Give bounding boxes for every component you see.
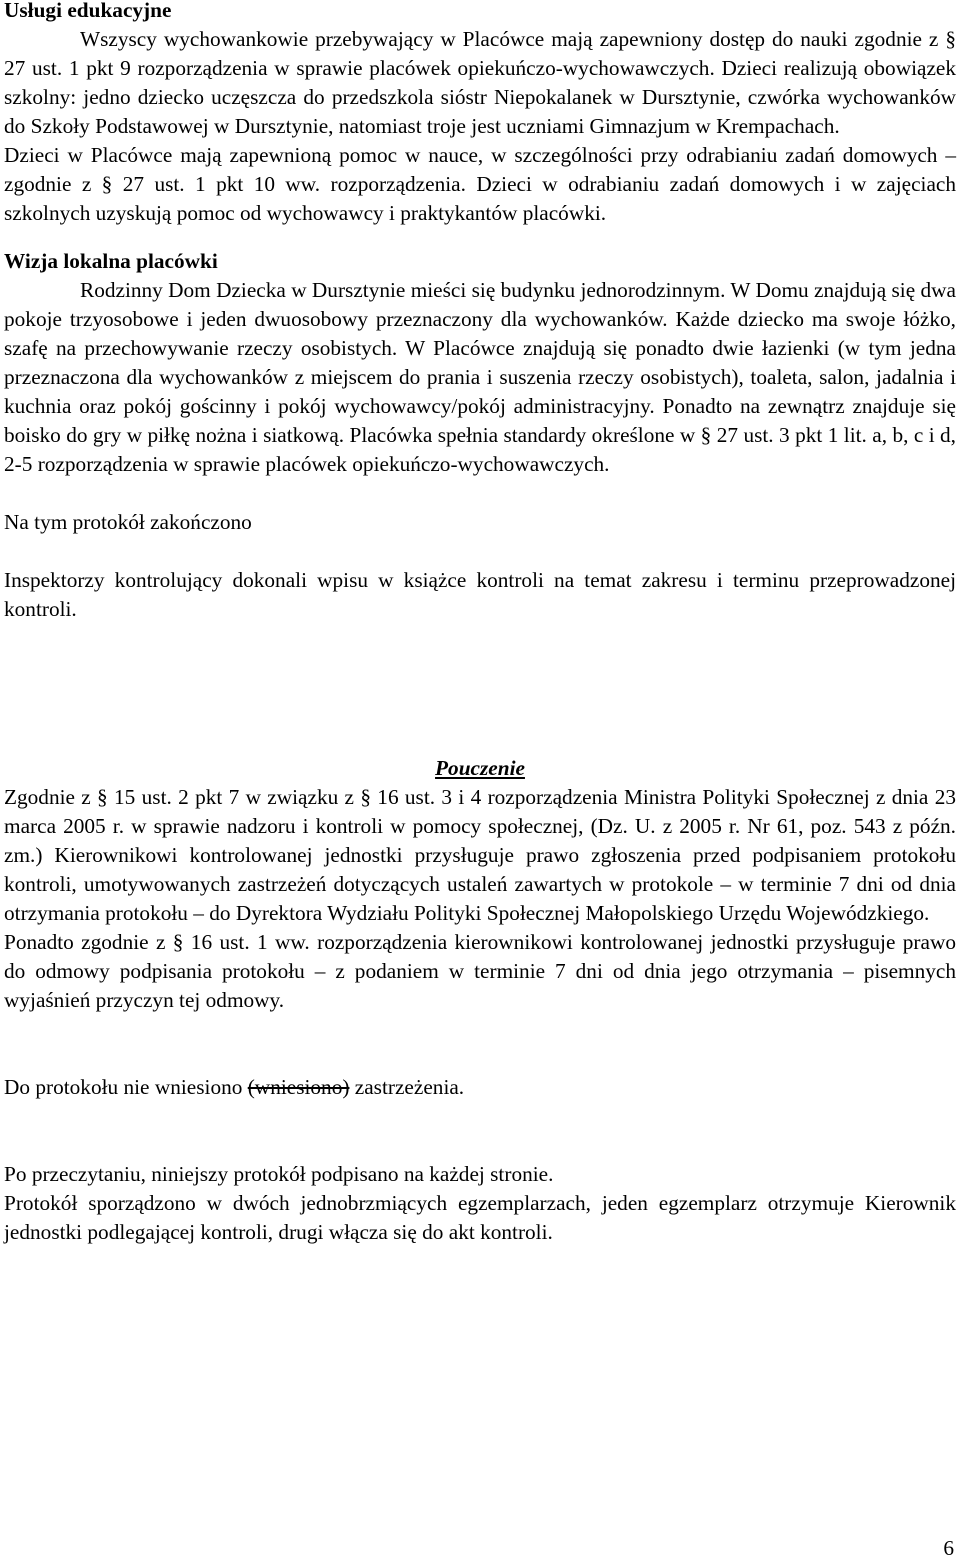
objections-suffix: zastrzeżenia. xyxy=(349,1075,465,1099)
heading-instruction: Pouczenie xyxy=(435,756,525,780)
inspection-paragraph: Rodzinny Dom Dziecka w Dursztynie mieści się budynku jednorodzinnym. W Domu znajdują się dwa pokoje trzyosobowe i jeden dwuosobowy przeznaczony dla wychowanków. Każde dziecko ma swoje łóżko, szafę na przechowywanie rzeczy osobistych. W Placówce znajdują się ponadto dwie łazienki (w tym jedna przeznaczona dla wychowanków z miejscem do prania i suszenia rzeczy osobistych), toaleta, salon, jadalnia i kuchnia oraz pokój gościnny i pokój wychowawcy/pokój administracyjny. Ponadto na zewnątrz znajduje się boisko do gry w piłkę nożna i siatkową. Placówka spełnia standardy określone w § 27 ust. 3 pkt 1 lit. a, b, c i d, 2-5 rozporządzenia w sprawie placówek opiekuńczo-wychowawczych. xyxy=(4,278,956,476)
closing-statement: Na tym protokół zakończono xyxy=(4,510,252,534)
instruction-paragraph-1: Zgodnie z § 15 ust. 2 pkt 7 w związku z § 16 ust. 3 i 4 rozporządzenia Ministra Polityki Społecznej z dnia 23 marca 2005 r. w sprawie nadzoru i kontroli w pomocy społecznej, (Dz. U. z 2005 r. Nr 61, poz. 543 z późn. zm.) Kierownikowi kontrolowanej jednostki przysługuje prawo zgłoszenia przed podpisaniem protokołu kontroli, umotywowanych zastrzeżeń dotyczących ustaleń zawartych w protokole – w terminie 7 dni od dnia otrzymania protokołu – do Dyrektora Wydziału Polityki Społecznej Małopolskiego Urzędu Wojewódzkiego. xyxy=(4,785,956,925)
instruction-paragraph-2: Ponadto zgodnie z § 16 ust. 1 ww. rozporządzenia kierownikowi kontrolowanej jednostki przysługuje prawo do odmowy podpisania protokołu – z podaniem w terminie 7 dni od dnia jego otrzymania – pisemnych wyjaśnień przyczyn tej odmowy. xyxy=(4,930,956,1012)
spacer xyxy=(4,228,956,247)
heading-inspection: Wizja lokalna placówki xyxy=(4,249,218,273)
education-paragraph-1: Wszyscy wychowankowie przebywający w Placówce mają zapewniony dostęp do nauki zgodnie z § 27 ust. 1 pkt 9 rozporządzenia w sprawie placówek opiekuńczo-wychowawczych. Dzieci realizują obowiązek szkolny: jedno dziecko uczęszcza do przedszkola sióstr Niepokalanek w Dursztynie, czwórka wychowanków do Szkoły Podstawowej w Dursztynie, natomiast troje jest uczniami Gimnazjum w Krempachach. xyxy=(4,27,956,138)
page-number: 6 xyxy=(943,1536,954,1560)
objections-prefix: Do protokołu nie wniesiono xyxy=(4,1075,248,1099)
signature-statement: Po przeczytaniu, niniejszy protokół podpisano na każdej stronie. xyxy=(4,1162,554,1186)
objections-statement xyxy=(4,1073,956,1102)
education-paragraph-2: Dzieci w Placówce mają zapewnioną pomoc w nauce, w szczególności przy odrabianiu zadań domowych – zgodnie z § 27 ust. 1 pkt 10 ww. rozporządzenia. Dzieci w odrabianiu zadań domowych i w zajęciach szkolnych uzyskują pomoc od wychowawcy i praktykantów placówki. xyxy=(4,143,956,225)
document-page xyxy=(4,0,956,1247)
spacer xyxy=(4,1102,956,1160)
spacer xyxy=(4,1015,956,1073)
heading-education: Usługi edukacyjne xyxy=(4,0,172,22)
inspectors-statement: Inspektorzy kontrolujący dokonali wpisu w książce kontroli na temat zakresu i terminu przeprowadzonej kontroli. xyxy=(4,568,956,621)
spacer xyxy=(4,479,956,508)
objections-struck-text: (wniesiono) xyxy=(247,1075,350,1099)
copies-statement: Protokół sporządzono w dwóch jednobrzmiących egzemplarzach, jeden egzemplarz otrzymuje Kierownik jednostki podlegającej kontroli, drugi włącza się do akt kontroli. xyxy=(4,1191,956,1244)
spacer xyxy=(4,537,956,566)
spacer xyxy=(4,624,956,754)
